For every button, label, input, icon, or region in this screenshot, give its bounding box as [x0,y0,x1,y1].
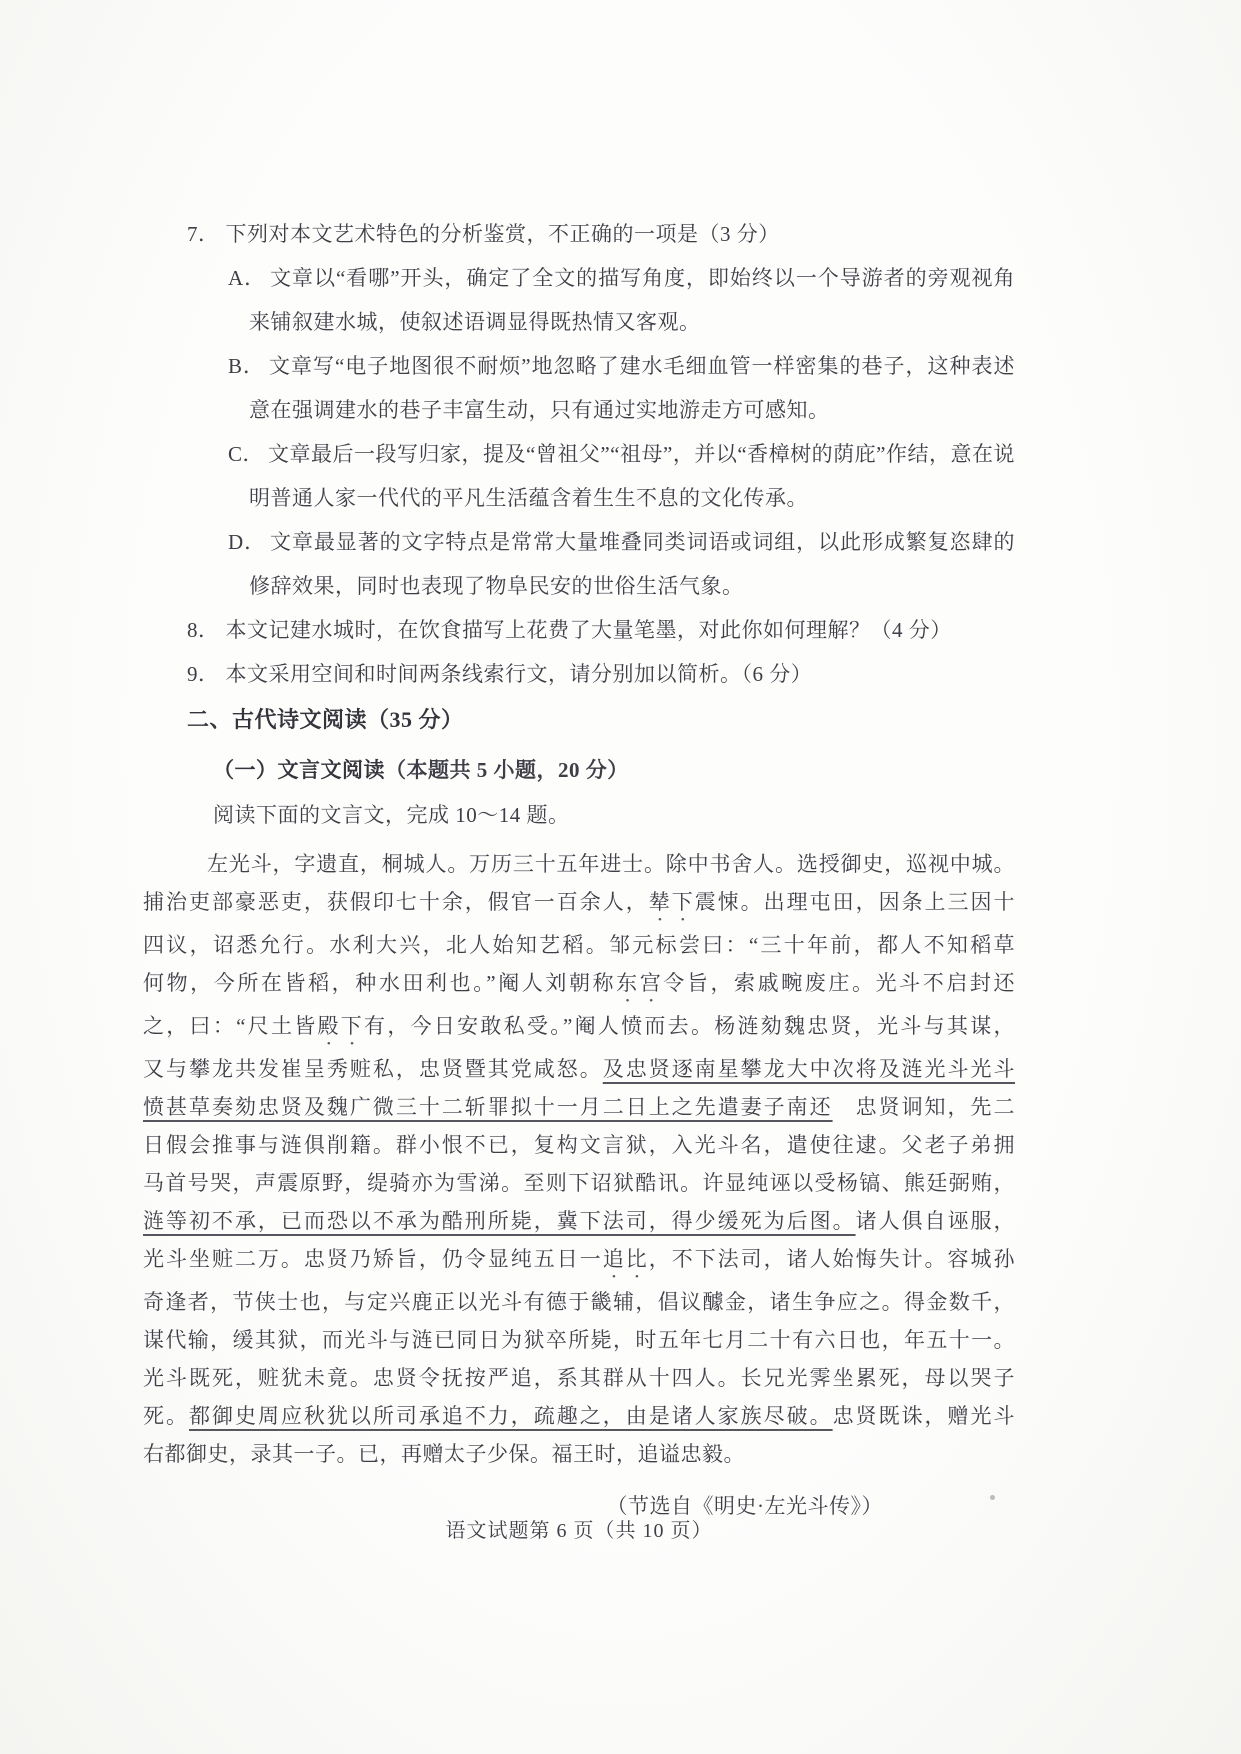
subsection-title-rest: （本题共 5 小题，20 分） [385,758,629,782]
passage-line [143,1164,1015,1202]
passage-text: 马首号哭，声震原野，缇骑亦为雪涕。至则下诏狱酷讯。许显纯诬以受杨镐、熊廷弼贿， [143,1171,1015,1195]
underlined-text: 涟等初不承，已而恐以不承为酷刑所毙，冀下法司，得少缓死为后图。 [143,1209,856,1233]
question-7-number: 7． [187,222,220,246]
passage-text: 令旨，索戚畹废庄。光斗不启封还 [663,971,1015,995]
dotted-term: 东宫 [616,971,664,995]
question-7-stem [187,212,1015,256]
underlined-text: 及忠贤逐南星攀龙大中次将及涟光斗光斗 [602,1057,1016,1081]
passage-text: 忠贤诇知，先二 [832,1095,1015,1119]
passage-text: 死。 [143,1404,189,1428]
dotted-term: 辇下 [648,890,695,914]
question-7-text: 下列对本文艺术特色的分析鉴赏，不正确的一项是（3 分） [225,222,780,246]
option-text: 文章以“看哪”开头，确定了全文的描写角度，即始终以一个导游者的旁观视角来铺叙建水城，使叙述语调显得既热情又客观。 [249,266,1015,334]
option-text: 文章最显著的文字特点是常常大量堆叠同类词语或词组，以此形成繁复恣肆的修辞效果，同时也表现了物阜民安的世俗生活气象。 [249,530,1015,598]
passage-line [143,1435,1015,1473]
passage-line [143,1202,1015,1240]
passage-text: 奇逢者，节侠士也，与定兴鹿正以光斗有德于畿辅，倡议醵金，诸生争应之。得金数千， [143,1290,1015,1314]
passage-text: 之，曰：“尺土皆 [143,1014,318,1038]
passage-line [143,926,1015,964]
passage-line [143,1283,1015,1321]
passage-line [143,1397,1015,1435]
passage-line [143,964,1015,1007]
option-label: B． [228,354,265,378]
passage-line [143,1240,1015,1283]
classical-passage [143,845,1015,1473]
passage-text: 诸人俱自诬服， [855,1209,1015,1233]
question-8-text: 本文记建水城时，在饮食描写上花费了大量笔墨，对此你如何理解？（4 分） [225,618,952,642]
scan-speck [990,1495,995,1500]
passage-text: 光斗既死，赃犹未竟。忠贤令抚按严追，系其群从十四人。长兄光霁坐累死，母以哭子 [143,1366,1015,1390]
passage-line [143,1359,1015,1397]
passage-intro: 阅读下面的文言文，完成 10～14 题。 [213,803,570,827]
section-2-title: 二、古代诗文阅读（35 分） [187,707,464,732]
question-7-option-d [228,520,1015,608]
passage-text: 光斗坐赃二万。忠贤乃矫旨，仍令显纯五日一 [143,1247,603,1271]
passage-line [143,1050,1015,1088]
underlined-text: 愤甚草奏劾忠贤及魏广微三十二斩罪拟十一月二日上之先遣妻子南还 [143,1095,833,1119]
passage-text: 震悚。出理屯田，因条上三因十 [694,890,1016,914]
dotted-term: 追比 [602,1247,649,1271]
subsection-title [213,750,1015,790]
underlined-text: 都御史周应秋犹以所司承追不力，疏趣之，由是诸人家族尽破。 [188,1404,833,1428]
passage-line [143,1088,1015,1126]
subsection-title-bold: （一）文言文阅读 [213,758,385,782]
question-9-stem [187,652,1015,696]
option-label: D． [228,530,267,554]
passage-text: 日假会推事与涟俱削籍。群小恨不已，复构文言狱，入光斗名，遣使往逮。父老子弟拥 [143,1133,1015,1157]
passage-text: ，不下法司，诸人始悔失计。容城孙 [648,1247,1016,1271]
dotted-term: 殿下 [317,1014,365,1038]
page-footer: 语文试题第 6 页（共 10 页） [445,1520,713,1542]
modern-reading-questions [143,212,1015,696]
passage-text: 谋代输，缓其狱，而光斗与涟已同日为狱卒所毙，时五年七月二十有六日也，年五十一。 [143,1328,1015,1352]
passage-line [143,1126,1015,1164]
passage-text: 捕治吏部豪恶吏，获假印七十余，假官一百余人， [143,890,649,914]
option-text: 文章写“电子地图很不耐烦”地忽略了建水毛细血管一样密集的巷子，这种表述意在强调建水的巷子丰富生动，只有通过实地游走方可感知。 [249,354,1015,422]
question-7-options [143,256,1015,608]
option-label: C． [228,442,265,466]
question-7-option-c [228,432,1015,520]
passage-text: 忠贤既诛，赠光斗 [832,1404,1016,1428]
option-label: A． [228,266,267,290]
passage-text: 有，今日安敢私受。”阉人愤而去。杨涟劾魏忠贤，光斗与其谋， [364,1014,1015,1038]
passage-text: 右都御史，录其一子。已，再赠太子少保。福王时，追谥忠毅。 [143,1442,745,1466]
passage-line [143,1321,1015,1359]
passage-source: （节选自《明史·左光斗传》） [606,1494,883,1518]
option-text: 文章最后一段写归家，提及“曾祖父”“祖母”，并以“香樟树的荫庇”作结，意在说明普通人家一代代的平凡生活蕴含着生生不息的文化传承。 [249,442,1015,510]
question-8-stem [187,608,1015,652]
passage-text: 又与攀龙共发崔呈秀赃私，忠贤暨其党咸怒。 [143,1057,603,1081]
passage-line [143,845,1015,883]
question-9-number: 9． [187,662,220,686]
question-9-text: 本文采用空间和时间两条线索行文，请分别加以简析。（6 分） [225,662,813,686]
passage-text: 四议，诏悉允行。水利大兴，北人始知艺稻。邹元标尝曰：“三十年前，都人不知稻草 [143,933,1015,957]
question-7-option-a [228,256,1015,344]
question-8-number: 8． [187,618,220,642]
passage-line [143,883,1015,926]
passage-text: 何物，今所在皆稻，种水田利也。”阉人刘朝称 [143,971,617,995]
passage-line [143,1007,1015,1050]
passage-text: 左光斗，字遗直，桐城人。万历三十五年进士。除中书舍人。选授御史，巡视中城。 [207,852,1015,876]
question-7-option-b [228,344,1015,432]
